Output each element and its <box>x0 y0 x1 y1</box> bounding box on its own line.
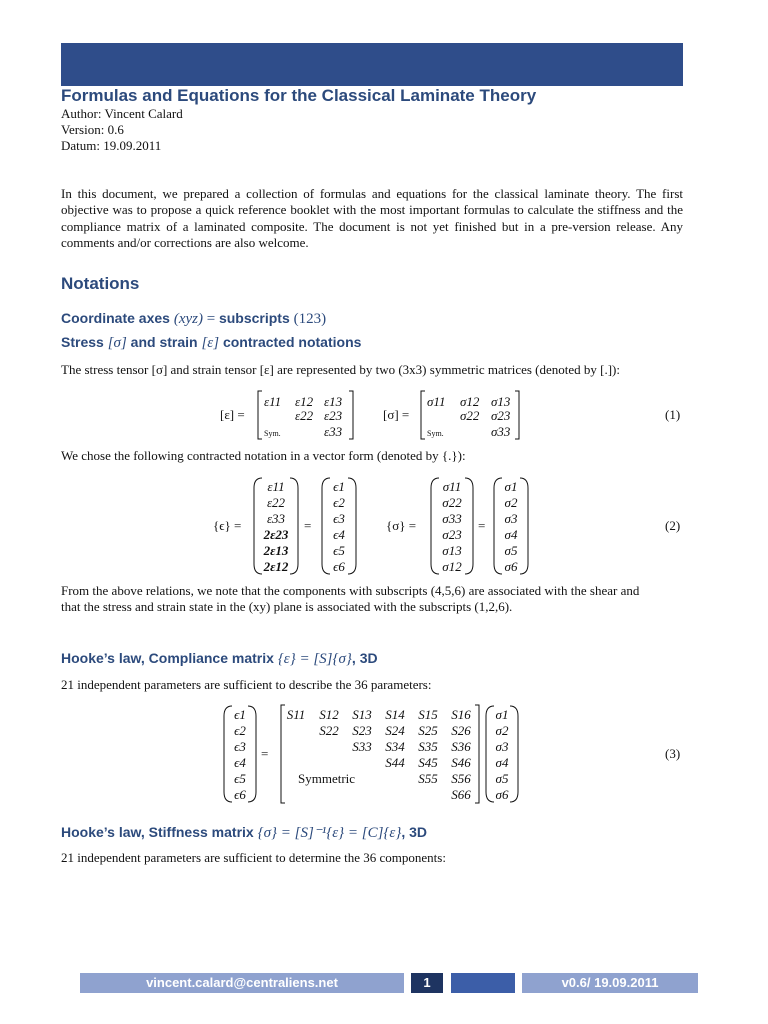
date-line: Datum: 19.09.2011 <box>61 138 162 153</box>
svg-text:ϵ6: ϵ6 <box>234 787 246 802</box>
relations-text-1: From the above relations, we note that the components with subscripts (4,5,6) are associated with the shear and <box>61 583 640 598</box>
stress-strain-text: The stress tensor [σ] and strain tensor [ε] are represented by two (3x3) symmetric matrices (denoted by [.]): <box>61 362 620 377</box>
strain-sym: Sym. <box>264 429 281 438</box>
subsection-compliance: Hooke’s law, Compliance matrix {ε} = [S]{σ}, 3D <box>61 650 378 667</box>
svg-text:ϵ5: ϵ5 <box>234 771 246 786</box>
svg-text:σ22: σ22 <box>442 495 462 510</box>
svg-text:σ5: σ5 <box>504 543 518 558</box>
stiffness-text: 21 independent parameters are sufficient to determine the 36 components: <box>61 850 446 865</box>
svg-text:2ε12: 2ε12 <box>263 559 289 574</box>
svg-text:σ11: σ11 <box>442 479 462 494</box>
svg-text:S66: S66 <box>451 787 471 802</box>
svg-text:σ1: σ1 <box>495 707 509 722</box>
svg-text:=: = <box>304 518 312 533</box>
svg-text:ϵ2: ϵ2 <box>333 495 345 510</box>
svg-text:ϵ4: ϵ4 <box>234 755 246 770</box>
svg-text:S16: S16 <box>451 707 471 722</box>
svg-text:S26: S26 <box>451 723 471 738</box>
svg-text:σ23: σ23 <box>442 527 462 542</box>
stress-s11: σ11 <box>427 394 446 409</box>
svg-text:S11: S11 <box>286 707 306 722</box>
section-notations: Notations <box>61 274 140 293</box>
strain-e23: ε23 <box>324 408 343 423</box>
svg-text:ϵ1: ϵ1 <box>333 479 345 494</box>
relations-text-2: that the stress and strain state in the (xy) plane is associated with the subscripts (1,2,6). <box>61 599 513 614</box>
svg-text:σ4: σ4 <box>504 527 518 542</box>
svg-text:2ε23: 2ε23 <box>263 527 289 542</box>
svg-text:ε33: ε33 <box>266 511 286 526</box>
svg-text:S55: S55 <box>418 771 438 786</box>
strain-e12: ε12 <box>295 394 314 409</box>
svg-text:S35: S35 <box>418 739 438 754</box>
svg-text:S36: S36 <box>451 739 471 754</box>
svg-text:S24: S24 <box>385 723 405 738</box>
contracted-text: We chose the following contracted notation in a vector form (denoted by {.}): <box>61 448 466 463</box>
symmetric-label: Symmetric <box>298 771 356 786</box>
strain-e22: ε22 <box>295 408 314 423</box>
eq2-number: (2) <box>665 518 681 533</box>
header-banner <box>61 43 683 86</box>
svg-text:S25: S25 <box>418 723 438 738</box>
stress-sym: Sym. <box>427 429 444 438</box>
equation-2 <box>0 472 768 580</box>
eq1-lhs-strain: [ε] = <box>220 407 245 422</box>
stress-s12: σ12 <box>460 394 480 409</box>
svg-text:σ6: σ6 <box>504 559 518 574</box>
eq1-number: (1) <box>665 407 681 422</box>
intro-paragraph: In this document, we prepared a collection of formulas and equations for the classical laminate theory. The first objective was to propose a quick reference booklet with the most important formulas to calculate the stiffness and the compliance matrix of a laminated composite. The document is not yet finished but in a pre-version release. Any comments and/or corrections are also welcome. <box>61 186 683 251</box>
subsection-stiffness: Hooke’s law, Stiffness matrix {σ} = [S]⁻¹{ε} = [C]{ε}, 3D <box>61 824 428 841</box>
svg-text:S56: S56 <box>451 771 471 786</box>
stress-s13: σ13 <box>491 394 511 409</box>
stress-s22: σ22 <box>460 408 480 423</box>
svg-text:σ2: σ2 <box>504 495 518 510</box>
svg-text:ε11: ε11 <box>267 479 285 494</box>
eq2-lhs-stress: {σ} = <box>386 518 417 533</box>
svg-text:ϵ6: ϵ6 <box>333 559 345 574</box>
svg-text:S34: S34 <box>385 739 405 754</box>
svg-text:σ5: σ5 <box>495 771 509 786</box>
compliance-text: 21 independent parameters are sufficient to describe the 36 parameters: <box>61 677 432 692</box>
svg-text:ϵ3: ϵ3 <box>234 739 246 754</box>
svg-text:ϵ2: ϵ2 <box>234 723 246 738</box>
svg-text:=: = <box>478 518 486 533</box>
version-line: Version: 0.6 <box>61 122 124 137</box>
svg-text:ε22: ε22 <box>266 495 286 510</box>
svg-text:S12: S12 <box>319 707 339 722</box>
svg-text:σ13: σ13 <box>442 543 462 558</box>
footer-email[interactable]: vincent.calard@centraliens.net <box>80 973 404 993</box>
svg-text:S22: S22 <box>319 723 339 738</box>
svg-text:S45: S45 <box>418 755 438 770</box>
svg-text:ϵ3: ϵ3 <box>333 511 345 526</box>
svg-text:S15: S15 <box>418 707 438 722</box>
eq2-lhs-strain: {ϵ} = <box>213 518 242 533</box>
strain-e33: ε33 <box>324 424 343 439</box>
svg-text:S46: S46 <box>451 755 471 770</box>
svg-text:σ3: σ3 <box>504 511 518 526</box>
svg-text:σ4: σ4 <box>495 755 509 770</box>
svg-text:σ3: σ3 <box>495 739 509 754</box>
equation-3 <box>0 700 768 808</box>
svg-text:σ2: σ2 <box>495 723 509 738</box>
svg-text:S14: S14 <box>385 707 405 722</box>
svg-text:σ33: σ33 <box>442 511 462 526</box>
footer-page-number: 1 <box>411 973 443 993</box>
svg-text:σ12: σ12 <box>442 559 462 574</box>
svg-text:ϵ5: ϵ5 <box>333 543 345 558</box>
svg-text:σ1: σ1 <box>504 479 518 494</box>
svg-text:S13: S13 <box>352 707 372 722</box>
footer-bar <box>451 973 515 993</box>
strain-e13: ε13 <box>324 394 343 409</box>
svg-text:ϵ4: ϵ4 <box>333 527 345 542</box>
svg-text:σ6: σ6 <box>495 787 509 802</box>
equation-1 <box>0 386 768 444</box>
svg-text:S33: S33 <box>352 739 372 754</box>
eq1-lhs-stress: [σ] = <box>383 407 410 422</box>
author-line: Author: Vincent Calard <box>61 106 183 121</box>
svg-text:ϵ1: ϵ1 <box>234 707 246 722</box>
strain-e11: ε11 <box>264 394 282 409</box>
subsection-coordinate-axes: Coordinate axes (xyz) = subscripts (123) <box>61 310 327 327</box>
svg-text:S23: S23 <box>352 723 372 738</box>
svg-text:2ε13: 2ε13 <box>263 543 289 558</box>
stress-s33: σ33 <box>491 424 511 439</box>
subsection-stress-strain: Stress [σ] and strain [ε] contracted notations <box>61 334 362 351</box>
footer-version-date: v0.6/ 19.09.2011 <box>522 973 698 993</box>
document-title: Formulas and Equations for the Classical Laminate Theory <box>61 86 537 105</box>
svg-text:S44: S44 <box>385 755 405 770</box>
svg-text:=: = <box>261 746 269 761</box>
stress-s23: σ23 <box>491 408 511 423</box>
eq3-number: (3) <box>665 746 681 761</box>
